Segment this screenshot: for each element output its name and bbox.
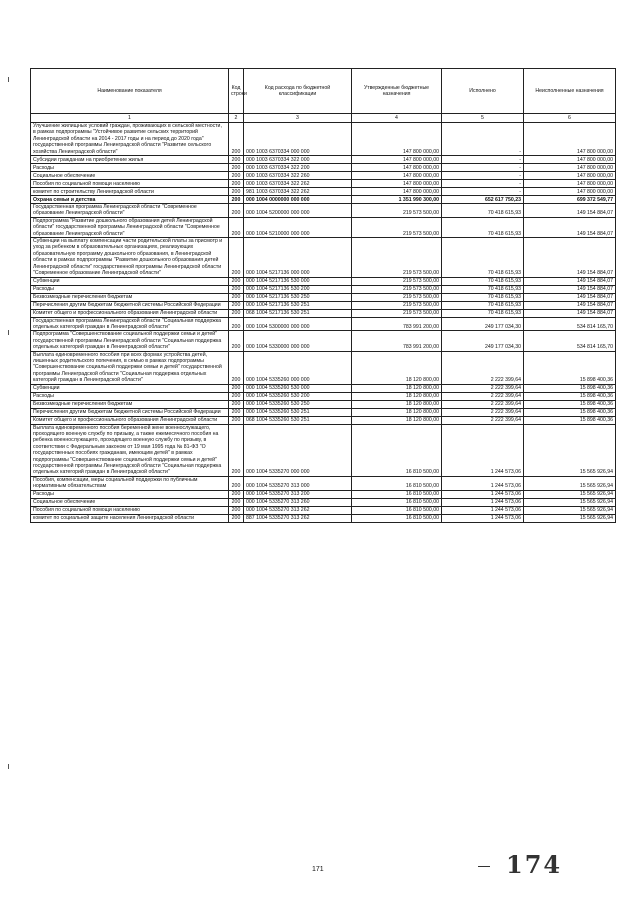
row-approved: 18 120 800,00 [352, 408, 442, 416]
row-name: Перечисления другим бюджетам бюджетной системы Российской Федерации [31, 408, 229, 416]
row-line-code: 200 [229, 301, 244, 309]
row-budget-code: 000 1004 5300000 000 000 [244, 317, 352, 331]
row-approved: 18 120 800,00 [352, 384, 442, 392]
row-approved: 147 800 000,00 [352, 180, 442, 188]
row-line-code: 200 [229, 476, 244, 490]
row-approved: 219 573 500,00 [352, 238, 442, 277]
table-row [31, 180, 616, 188]
row-executed: 1 244 573,06 [442, 506, 524, 514]
row-remaining: 15 565 926,94 [524, 506, 616, 514]
row-line-code: 200 [229, 217, 244, 237]
row-remaining: 147 800 000,00 [524, 180, 616, 188]
row-approved: 219 573 500,00 [352, 277, 442, 285]
row-approved: 16 810 500,00 [352, 424, 442, 476]
row-remaining: 147 800 000,00 [524, 172, 616, 180]
table-row [31, 424, 616, 476]
sheet-stamp-number: 174 [506, 850, 563, 879]
row-line-code: 200 [229, 392, 244, 400]
row-executed: 1 244 573,06 [442, 424, 524, 476]
row-budget-code: 000 1003 6370334 000 000 [244, 123, 352, 156]
row-name: Социальное обеспечение [31, 498, 229, 506]
row-approved: 147 800 000,00 [352, 172, 442, 180]
row-name: Субсидии гражданам на приобретение жилья [31, 156, 229, 164]
row-line-code: 200 [229, 309, 244, 317]
row-approved: 18 120 800,00 [352, 416, 442, 424]
page-number: 171 [312, 866, 324, 873]
row-remaining: 534 814 165,70 [524, 317, 616, 331]
row-remaining: 149 154 884,07 [524, 277, 616, 285]
row-name: Пособия по социальной помощи населению [31, 180, 229, 188]
row-budget-code: 000 1004 0000000 000 000 [244, 196, 352, 204]
row-budget-code: 000 1004 5335260 530 000 [244, 384, 352, 392]
table-row [31, 217, 616, 237]
column-number: 3 [244, 114, 352, 123]
row-executed: - [442, 156, 524, 164]
row-line-code: 200 [229, 180, 244, 188]
row-line-code: 200 [229, 277, 244, 285]
row-name: Социальное обеспечение [31, 172, 229, 180]
row-name: комитет по социальной защите населения Ленинградской области [31, 514, 229, 522]
row-remaining: 15 565 926,94 [524, 476, 616, 490]
row-budget-code: 000 1004 5335260 530 200 [244, 392, 352, 400]
row-executed: - [442, 180, 524, 188]
row-remaining: 15 898 400,36 [524, 351, 616, 384]
header-indicator-name: Наименование показателя [31, 69, 229, 114]
row-remaining: 15 898 400,36 [524, 392, 616, 400]
row-name: Улучшение жилищных условий граждан, проживающих в сельской местности, в рамках подпрограммы "Устойчивое развитие сельских территорий Ленинградской области на 2014 - 2017 годы и на период до 2020 года" государственной программы Ленинградской области "Развитие сельского хозяйства Ленинградской области" [31, 123, 229, 156]
row-remaining: 149 154 884,07 [524, 301, 616, 309]
table-header-row [31, 69, 616, 114]
row-approved: 147 800 000,00 [352, 164, 442, 172]
row-executed: 70 418 615,93 [442, 277, 524, 285]
row-name: Безвозмездные перечисления бюджетам [31, 293, 229, 301]
row-name: Подпрограмма "Совершенствование социальной поддержки семьи и детей" государственной программы Ленинградской области "Социальная поддержка отдельных категорий граждан в Ленинградской области" [31, 331, 229, 351]
row-executed: 70 418 615,93 [442, 217, 524, 237]
row-line-code: 200 [229, 164, 244, 172]
table-row [31, 490, 616, 498]
column-number: 5 [442, 114, 524, 123]
row-executed: 2 222 399,64 [442, 351, 524, 384]
row-executed: 1 244 573,06 [442, 490, 524, 498]
row-remaining: 147 800 000,00 [524, 156, 616, 164]
row-budget-code: 000 1003 6370334 322 000 [244, 156, 352, 164]
row-name: Пособия по социальной помощи населению [31, 506, 229, 514]
row-budget-code: 887 1004 5335270 313 262 [244, 514, 352, 522]
row-name: Подпрограмма "Развитие дошкольного образования детей Ленинградской области" государственной программы Ленинградской области "Современное образование Ленинградской области" [31, 217, 229, 237]
row-remaining: 149 154 884,07 [524, 309, 616, 317]
row-remaining: 15 898 400,36 [524, 384, 616, 392]
row-executed: - [442, 172, 524, 180]
table-row [31, 317, 616, 331]
row-name: Субвенции [31, 277, 229, 285]
row-budget-code: 000 1004 5217136 530 250 [244, 293, 352, 301]
row-line-code: 200 [229, 408, 244, 416]
row-approved: 16 810 500,00 [352, 514, 442, 522]
row-remaining: 15 898 400,36 [524, 416, 616, 424]
table-row [31, 238, 616, 277]
row-approved: 16 810 500,00 [352, 476, 442, 490]
row-executed: 249 177 034,30 [442, 331, 524, 351]
table-row [31, 400, 616, 408]
header-line-code: Код строки [229, 69, 244, 114]
row-line-code: 200 [229, 238, 244, 277]
row-budget-code: 000 1004 5335270 313 000 [244, 476, 352, 490]
table-row [31, 172, 616, 180]
budget-execution-table [30, 68, 616, 523]
row-line-code: 200 [229, 172, 244, 180]
table-row [31, 196, 616, 204]
page-dash [478, 866, 490, 867]
row-executed: 1 244 573,06 [442, 476, 524, 490]
row-name: Субвенции на выплату компенсации части родительской платы за присмотр и уход за ребенком в образовательных организациях, реализующих образовательную программу дошкольного образования, в Ленинградской области в рамках подпрограммы "Развитие дошкольного образования детей Ленинградской области" государственной программы Ленинградской области "Современное образование Ленинградской области" [31, 238, 229, 277]
column-number: 1 [31, 114, 229, 123]
table-row [31, 123, 616, 156]
row-approved: 147 800 000,00 [352, 188, 442, 196]
table-row [31, 351, 616, 384]
row-budget-code: 000 1004 5335270 313 260 [244, 498, 352, 506]
row-remaining: 147 800 000,00 [524, 123, 616, 156]
row-budget-code: 000 1004 5330000 000 000 [244, 331, 352, 351]
row-line-code: 200 [229, 400, 244, 408]
row-executed: 70 418 615,93 [442, 301, 524, 309]
row-budget-code: 068 1004 5335260 530 251 [244, 416, 352, 424]
row-line-code: 200 [229, 384, 244, 392]
row-budget-code: 000 1004 5335260 530 250 [244, 400, 352, 408]
row-budget-code: 000 1004 5217136 530 251 [244, 301, 352, 309]
row-approved: 219 573 500,00 [352, 204, 442, 218]
row-remaining: 149 154 884,07 [524, 204, 616, 218]
row-approved: 18 120 800,00 [352, 392, 442, 400]
row-name: Расходы [31, 490, 229, 498]
row-line-code: 200 [229, 156, 244, 164]
row-name: Охрана семьи и детства [31, 196, 229, 204]
row-name: Выплата единовременного пособия беременной жене военнослужащего, проходящего военную службу по призыву, а также ежемесячного пособия на ребенка военнослужащего, проходящего военную службу по призыву, в соответствии с Федеральным законом от 19 мая 1995 года № 81-ФЗ "О государственных пособиях гражданам, имеющим детей" в рамках подпрограммы "Совершенствование социальной поддержки семьи и детей" государственной программы Ленинградской области "Социальная поддержка отдельных категорий граждан в Ленинградской области" [31, 424, 229, 476]
header-executed: Исполнено [442, 69, 524, 114]
row-remaining: 15 565 926,94 [524, 498, 616, 506]
row-remaining: 15 565 926,94 [524, 490, 616, 498]
row-line-code: 200 [229, 490, 244, 498]
scan-mark [8, 764, 9, 769]
table-row [31, 156, 616, 164]
row-executed: 70 418 615,93 [442, 285, 524, 293]
row-line-code: 200 [229, 424, 244, 476]
row-executed: - [442, 164, 524, 172]
row-remaining: 699 372 549,77 [524, 196, 616, 204]
row-budget-code: 981 1003 6370334 322 262 [244, 188, 352, 196]
row-budget-code: 068 1004 5217136 530 251 [244, 309, 352, 317]
row-remaining: 149 154 884,07 [524, 285, 616, 293]
row-name: Перечисления другим бюджетам бюджетной системы Российской Федерации [31, 301, 229, 309]
row-name: Субвенции [31, 384, 229, 392]
row-name: Комитет общего и профессионального образования Ленинградской области [31, 416, 229, 424]
row-approved: 1 351 990 300,00 [352, 196, 442, 204]
header-remaining: Неисполненные назначения [524, 69, 616, 114]
table-row [31, 384, 616, 392]
table-row [31, 285, 616, 293]
row-approved: 18 120 800,00 [352, 351, 442, 384]
table-row [31, 506, 616, 514]
row-line-code: 200 [229, 416, 244, 424]
row-approved: 219 573 500,00 [352, 309, 442, 317]
row-executed: 2 222 399,64 [442, 384, 524, 392]
row-line-code: 200 [229, 204, 244, 218]
row-remaining: 149 154 884,07 [524, 238, 616, 277]
table-row [31, 164, 616, 172]
table-row [31, 188, 616, 196]
row-budget-code: 000 1004 5210000 000 000 [244, 217, 352, 237]
row-line-code: 200 [229, 351, 244, 384]
row-line-code: 200 [229, 285, 244, 293]
scan-mark [8, 77, 9, 82]
row-budget-code: 000 1004 5335260 000 000 [244, 351, 352, 384]
row-name: Расходы [31, 285, 229, 293]
row-budget-code: 000 1004 5335270 313 200 [244, 490, 352, 498]
row-line-code: 200 [229, 498, 244, 506]
row-remaining: 149 154 884,07 [524, 293, 616, 301]
table-row [31, 498, 616, 506]
row-remaining: 147 800 000,00 [524, 164, 616, 172]
row-line-code: 200 [229, 514, 244, 522]
table-row [31, 331, 616, 351]
header-approved: Утвержденные бюджетные назначения [352, 69, 442, 114]
row-remaining: 15 565 926,94 [524, 424, 616, 476]
table-row [31, 309, 616, 317]
row-executed: - [442, 123, 524, 156]
table-row [31, 293, 616, 301]
row-line-code: 200 [229, 331, 244, 351]
row-executed: 2 222 399,64 [442, 392, 524, 400]
table-row [31, 301, 616, 309]
row-budget-code: 000 1003 6370334 322 260 [244, 172, 352, 180]
row-budget-code: 000 1004 5335270 313 262 [244, 506, 352, 514]
table-row [31, 204, 616, 218]
row-budget-code: 000 1003 6370334 322 262 [244, 180, 352, 188]
row-approved: 16 810 500,00 [352, 490, 442, 498]
table-row [31, 416, 616, 424]
row-executed: 70 418 615,93 [442, 204, 524, 218]
row-approved: 219 573 500,00 [352, 301, 442, 309]
row-budget-code: 000 1004 5200000 000 000 [244, 204, 352, 218]
row-remaining: 15 565 926,94 [524, 514, 616, 522]
row-executed: 1 244 573,06 [442, 514, 524, 522]
row-name: Выплата единовременного пособия при всех формах устройства детей, лишенных родительского попечения, в семью в рамках подпрограммы "Совершенствование социальной поддержки семьи и детей" государственной программы Ленинградской области "Социальная поддержка отдельных категорий граждан в Ленинградской области" [31, 351, 229, 384]
row-name: комитет по строительству Ленинградской области [31, 188, 229, 196]
row-line-code: 200 [229, 293, 244, 301]
row-executed: 1 244 573,06 [442, 498, 524, 506]
row-budget-code: 000 1004 5217136 000 000 [244, 238, 352, 277]
row-name: Государственная программа Ленинградской области "Современное образование Ленинградской области" [31, 204, 229, 218]
row-executed: 2 222 399,64 [442, 400, 524, 408]
column-number: 6 [524, 114, 616, 123]
row-remaining: 15 898 400,36 [524, 408, 616, 416]
row-line-code: 200 [229, 506, 244, 514]
header-budget-classification: Код расхода по бюджетной классификации [244, 69, 352, 114]
row-approved: 219 573 500,00 [352, 217, 442, 237]
row-executed: 2 222 399,64 [442, 408, 524, 416]
budget-sheet [30, 68, 615, 523]
column-number: 4 [352, 114, 442, 123]
row-approved: 147 800 000,00 [352, 156, 442, 164]
table-row [31, 392, 616, 400]
row-remaining: 147 800 000,00 [524, 188, 616, 196]
row-approved: 219 573 500,00 [352, 285, 442, 293]
row-line-code: 200 [229, 123, 244, 156]
row-executed: 249 177 034,30 [442, 317, 524, 331]
row-executed: 2 222 399,64 [442, 416, 524, 424]
column-numbers-row [31, 114, 616, 123]
row-budget-code: 000 1004 5335260 530 251 [244, 408, 352, 416]
row-name: Безвозмездные перечисления бюджетам [31, 400, 229, 408]
row-executed: 652 617 750,23 [442, 196, 524, 204]
row-approved: 783 991 200,00 [352, 317, 442, 331]
row-name: Расходы [31, 164, 229, 172]
row-budget-code: 000 1004 5335270 000 000 [244, 424, 352, 476]
row-executed: 70 418 615,93 [442, 293, 524, 301]
row-executed: - [442, 188, 524, 196]
row-name: Пособия, компенсации, меры социальной поддержки по публичным нормативным обязательствам [31, 476, 229, 490]
row-approved: 16 810 500,00 [352, 498, 442, 506]
row-budget-code: 000 1004 5217136 530 000 [244, 277, 352, 285]
row-line-code: 200 [229, 317, 244, 331]
scan-mark [8, 330, 9, 335]
row-budget-code: 000 1003 6370334 322 200 [244, 164, 352, 172]
row-name: Государственная программа Ленинградской области "Социальная поддержка отдельных категорий граждан в Ленинградской области" [31, 317, 229, 331]
row-remaining: 15 898 400,36 [524, 400, 616, 408]
row-executed: 70 418 615,93 [442, 309, 524, 317]
row-name: Комитет общего и профессионального образования Ленинградской области [31, 309, 229, 317]
row-approved: 16 810 500,00 [352, 506, 442, 514]
row-remaining: 149 154 884,07 [524, 217, 616, 237]
row-line-code: 200 [229, 196, 244, 204]
table-row [31, 514, 616, 522]
row-remaining: 534 814 165,70 [524, 331, 616, 351]
row-approved: 147 800 000,00 [352, 123, 442, 156]
table-row [31, 408, 616, 416]
row-executed: 70 418 615,93 [442, 238, 524, 277]
row-line-code: 200 [229, 188, 244, 196]
row-budget-code: 000 1004 5217136 530 200 [244, 285, 352, 293]
table-row [31, 277, 616, 285]
row-approved: 219 573 500,00 [352, 293, 442, 301]
row-name: Расходы [31, 392, 229, 400]
row-approved: 18 120 800,00 [352, 400, 442, 408]
row-approved: 783 991 200,00 [352, 331, 442, 351]
column-number: 2 [229, 114, 244, 123]
table-row [31, 476, 616, 490]
